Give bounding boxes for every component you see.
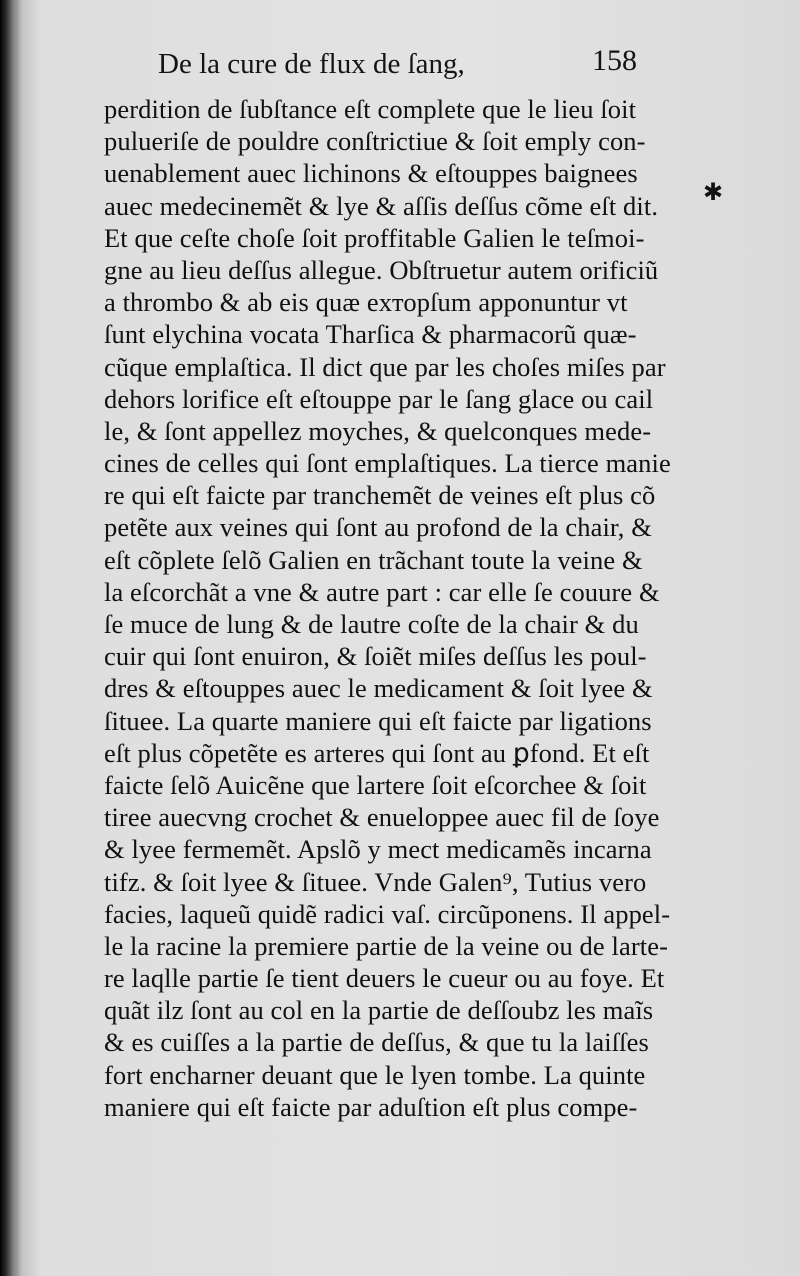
text-line: re qui eſt faicte par tranchemẽt de veines eſt plus cõ <box>104 480 656 511</box>
text-line: petẽte aux veines qui ſont au profond de la chair, & <box>104 512 652 543</box>
text-line: maniere qui eſt faicte par aduſtion eſt plus compe- <box>104 1091 638 1122</box>
text-line: Et que ceſte choſe ſoit proffitable Galien le teſmoi- <box>104 222 645 253</box>
text-line: dres & eſtouppes auec le medicament & ſoit lyee & <box>104 673 653 704</box>
binding-gutter <box>0 0 22 1276</box>
text-line: la eſcorchãt a vne & autre part : car elle ſe couure & <box>104 576 660 607</box>
text-line: re laqlle partie ſe tient deuers le cueur ou au foye. Et <box>104 963 665 994</box>
text-line: le, & ſont appellez moyches, & quelconques mede- <box>104 415 652 446</box>
margin-asterisk-icon: ✱ <box>703 178 724 206</box>
text-line: tifz. & ſoit lyee & ſituee. Vnde Galen⁹, Tutius vero <box>104 866 647 897</box>
text-line: gne au lieu deſſus allegue. Obſtruetur autem orificiũ <box>104 254 659 285</box>
text-line: le la racine la premiere partie de la veine ou de larte- <box>104 930 668 961</box>
running-head <box>158 44 658 88</box>
text-line: a thrombo & ab eis quæ exторſum apponuntur vt <box>104 287 628 318</box>
text-line: eſt cõplete ſelõ Galien en trãchant toute la veine & <box>104 544 643 575</box>
text-line: cuir qui ſont enuiron, & ſoiẽt miſes deſſus les poul- <box>104 641 647 672</box>
text-line: fort encharner deuant que le lyen tombe. La quinte <box>104 1059 646 1090</box>
text-line: cũque emplaſtica. Il dict que par les choſes miſes par <box>104 351 666 382</box>
text-line: auec medecinemẽt & lye & aſſis deſſus cõme eſt dit. <box>104 190 659 221</box>
text-line: facies, laqueũ quidẽ radici vaſ. circũponens. Il appel- <box>104 898 671 929</box>
text-line: faicte ſelõ Auicẽne que lartere ſoit eſcorchee & ſoit <box>104 769 647 800</box>
text-line: ſe muce de lung & de lautre coſte de la chair & du <box>104 609 639 639</box>
text-line: ſituee. La quarte maniere qui eſt faicte par ligations <box>104 705 652 736</box>
page-number: 158 <box>592 44 637 77</box>
text-line: perdition de ſubſtance eſt complete que le lieu ſoit <box>104 94 637 124</box>
text-line: ſunt elychina vocata Tharſica & pharmacorũ quæ- <box>104 319 637 350</box>
text-line: quãt ilz ſont au col en la partie de deſſoubz les maĩs <box>104 995 654 1026</box>
body-text <box>104 93 704 1123</box>
text-line: uenablement auec lichinons & eſtouppes baignees <box>104 158 638 189</box>
running-head-title: De la cure de flux de ſang, <box>158 48 465 80</box>
text-line: tiree auecvng crochet & enueloppee auec fil de ſoye <box>104 802 660 833</box>
text-line: pulueriſe de pouldre conſtrictiue & ſoit emply con- <box>104 126 646 157</box>
text-line: dehors lorifice eſt eſtouppe par le ſang glace ou cail <box>104 383 654 414</box>
text-line: cines de celles qui ſont emplaſtiques. La tierce manie <box>104 448 671 479</box>
text-line: & es cuiſſes a la partie de deſſus, & que tu la laiſſes <box>104 1027 649 1058</box>
text-line: & lyee fermemẽt. Apslõ y mect medicamẽs incarna <box>104 834 652 865</box>
text-line: eſt plus cõpetẽte es arteres qui ſont au ꝑfond. Et eſt <box>104 737 650 768</box>
